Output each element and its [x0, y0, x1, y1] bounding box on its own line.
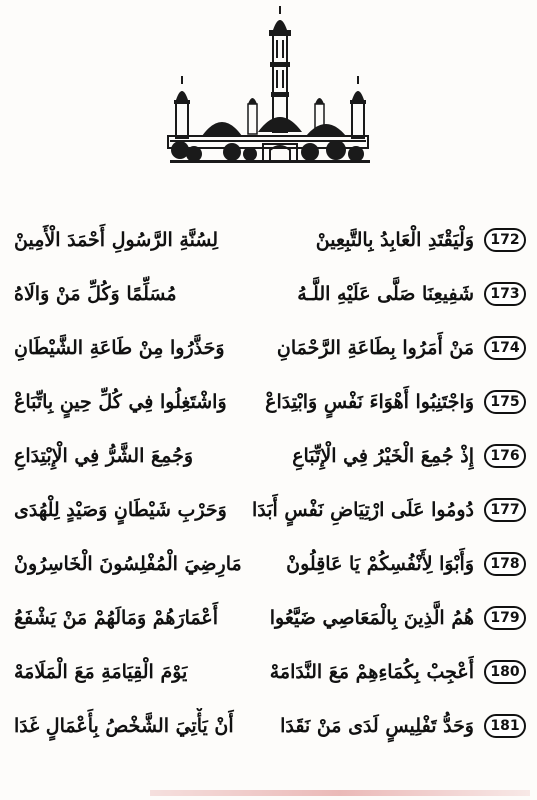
verse-first-hemistich: شَفِيعِنَا صَلَّى عَلَيْهِ اللَّـهُ — [297, 283, 474, 305]
verse-second-hemistich: مَارِضِيَ الْمُفْلِسُونَ الْخَاسِرُونْ — [14, 553, 242, 575]
verse-second-hemistich: أَعْمَارَهُمْ وَمَالَهُمْ مَنْ يَشْفَعُ — [14, 607, 219, 629]
verse-first-hemistich: وَاجْتَنِبُوا أَهْوَاءَ نَفْسٍ وَابْتِدَاعْ — [265, 391, 474, 413]
verse-number-badge: 177 — [484, 498, 526, 522]
verse-second-hemistich: لِسُنَّةِ الرَّسُولِ أَحْمَدَ الْأَمِينْ — [14, 229, 219, 251]
verse-second-hemistich: وَحَذَّرُوا مِنْ طَاعَةِ الشَّيْطَانِ — [14, 337, 225, 359]
verse-row — [14, 596, 526, 642]
verse-first-hemistich: وَلْيَقْتَدِ الْعَابِدُ بِالتَّبِعِينْ — [315, 229, 474, 251]
verse-row — [14, 488, 526, 534]
verse-number-badge: 174 — [484, 336, 526, 360]
verse-number-badge: 173 — [484, 282, 526, 306]
verse-row — [14, 380, 526, 426]
verse-number-badge: 172 — [484, 228, 526, 252]
verse-second-hemistich: أَنْ يَأْتِيَ الشَّخْصُ بِأَعْمَالٍ غَدَا — [14, 715, 234, 737]
verse-second-hemistich: وَجُمِعَ الشَّرُّ فِي الْإِبْتِدَاعِ — [14, 445, 194, 467]
verse-first-hemistich: وَأَبْوَا لِأَنْفُسِكُمْ يَا عَاقِلُونْ — [286, 553, 474, 575]
verse-row — [14, 542, 526, 588]
verse-number-badge: 176 — [484, 444, 526, 468]
verse-number-badge: 179 — [484, 606, 526, 630]
verse-second-hemistich: وَاشْتَغِلُوا فِي كُلِّ حِينٍ بِاتِّبَاعْ — [14, 391, 227, 413]
verse-number-badge: 178 — [484, 552, 526, 576]
verse-second-hemistich: مُسَلِّمًا وَكُلِّ مَنْ وَالَاهُ — [14, 283, 177, 305]
mosque-illustration — [160, 4, 375, 174]
verse-second-hemistich: وَحَرْبِ شَيْطَانٍ وَصَيْدٍ لِلْهُدَى — [14, 499, 227, 521]
verse-first-hemistich: وَحَدُّ تَفْلِيسٍ لَدَى مَنْ نَقَدَا — [280, 715, 474, 737]
verse-row — [14, 218, 526, 264]
verse-row — [14, 326, 526, 372]
verse-first-hemistich: إِذْ جُمِعَ الْخَيْرُ فِي الْإِتِّبَاعِ — [292, 445, 474, 467]
verse-row — [14, 272, 526, 318]
verse-number-badge: 181 — [484, 714, 526, 738]
verse-number-badge: 180 — [484, 660, 526, 684]
verse-number-badge: 175 — [484, 390, 526, 414]
verse-first-hemistich: مَنْ أَمَرُوا بِطَاعَةِ الرَّحْمَانِ — [276, 337, 474, 359]
verse-row — [14, 650, 526, 696]
verse-row — [14, 434, 526, 480]
verse-first-hemistich: دُومُوا عَلَى ارْتِيَاضِ نَفْسٍ أَبَدَا — [251, 499, 474, 521]
verse-first-hemistich: هُمُ الَّذِينَ بِالْمَعَاصِي ضَيَّعُوا — [269, 607, 474, 629]
verse-row — [14, 704, 526, 750]
page-edge-mark — [150, 790, 530, 796]
verse-first-hemistich: أَعْجِبْ بِكُمَاءِهِمْ مَعَ النَّدَامَهْ — [269, 661, 474, 683]
verse-second-hemistich: يَوْمَ الْقِيَامَةِ مَعَ الْمَلَامَهْ — [14, 661, 188, 683]
